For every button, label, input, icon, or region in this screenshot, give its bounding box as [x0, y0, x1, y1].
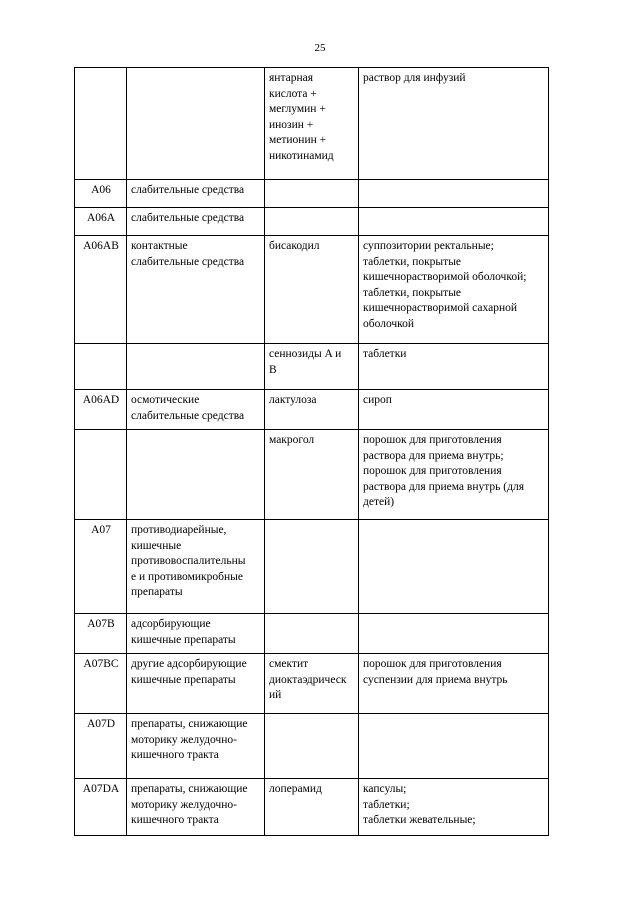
- table-body: [75, 68, 549, 836]
- dosage-form-cell: [359, 390, 549, 430]
- dosage-form-cell: [359, 180, 549, 208]
- atc-code-text: A06AD: [82, 394, 120, 406]
- table-row: [75, 208, 549, 236]
- atc-code-cell: [75, 180, 127, 208]
- dosage-form-line: таблетки, покрытые: [363, 255, 462, 268]
- drug-name-cell: [265, 430, 359, 520]
- pharmacological-group-line: моторику желудочно-: [131, 733, 237, 746]
- pharmacological-group-line: слабительные средства: [131, 409, 245, 422]
- pharmacological-group-line: кишечного тракта: [131, 749, 219, 761]
- atc-code-cell: [75, 654, 127, 714]
- table-row: [75, 68, 549, 180]
- atc-code-text: A06AB: [83, 240, 119, 252]
- pharmacological-group-line: другие адсорбирующие: [131, 658, 247, 670]
- table-row: [75, 714, 549, 779]
- atc-code-text: A07: [91, 524, 111, 536]
- dosage-form-cell: [359, 520, 549, 614]
- dosage-form-line: раствор для инфузий: [363, 72, 466, 84]
- pharmacological-group-line: препараты, снижающие: [131, 783, 248, 795]
- drug-name-line: бисакодил: [269, 240, 320, 252]
- atc-code-text: A07B: [87, 618, 115, 630]
- atc-code-text: A07DA: [82, 783, 120, 795]
- drug-name-line: сеннозиды A и: [269, 348, 342, 360]
- drug-name-cell: [265, 344, 359, 390]
- dosage-form-cell: [359, 344, 549, 390]
- pharmacological-group-line: осмотические: [131, 394, 200, 406]
- dosage-form-line: таблетки жевательные;: [363, 814, 476, 826]
- table-row: [75, 390, 549, 430]
- dosage-form-line: раствора для приема внутрь (для: [363, 480, 524, 493]
- drug-name-cell: [265, 180, 359, 208]
- drug-name-line: лактулоза: [269, 394, 317, 406]
- dosage-form-line: таблетки, покрытые: [363, 286, 462, 299]
- pharmacological-group-line: кишечного тракта: [131, 814, 219, 826]
- drug-name-cell: [265, 714, 359, 779]
- drug-name-line: ий: [269, 689, 282, 701]
- pharmacological-group-line: моторику желудочно-: [131, 798, 237, 811]
- atc-code-text: A07D: [86, 718, 116, 730]
- pharmacological-group-line: кишечные: [131, 539, 182, 552]
- pharmacological-group-cell: [127, 714, 265, 779]
- dosage-form-line: оболочкой: [363, 317, 415, 330]
- pharmacological-group-cell: [127, 208, 265, 236]
- atc-code-text: A07BC: [83, 658, 119, 670]
- drug-name-cell: [265, 779, 359, 836]
- drug-name-line: меглумин +: [269, 103, 326, 115]
- dosage-form-line: порошок для приготовления: [363, 658, 502, 670]
- drug-name-cell: [265, 68, 359, 180]
- drug-name-cell: [265, 614, 359, 654]
- pharmacological-group-line: слабительные средства: [131, 212, 245, 224]
- drug-name-line: смектит: [269, 658, 309, 670]
- pharmacological-group-line: кишечные препараты: [131, 633, 236, 646]
- dosage-form-line: кишечнорастворимой оболочкой;: [363, 271, 527, 283]
- atc-code-text: A06: [91, 184, 111, 196]
- pharmacological-group-cell: [127, 430, 265, 520]
- dosage-form-line: порошок для приготовления: [363, 465, 502, 477]
- atc-code-cell: [75, 714, 127, 779]
- dosage-form-line: суспензии для приема внутрь: [363, 673, 508, 686]
- pharmacological-group-line: кишечные препараты: [131, 673, 236, 686]
- drug-classification-table: [74, 67, 549, 836]
- pharmacological-group-line: препараты, снижающие: [131, 718, 248, 730]
- table-row: [75, 236, 549, 344]
- dosage-form-cell: [359, 714, 549, 779]
- dosage-form-line: кишечнорастворимой сахарной: [363, 302, 518, 314]
- pharmacological-group-cell: [127, 236, 265, 344]
- drug-name-line: B: [269, 363, 277, 376]
- pharmacological-group-cell: [127, 520, 265, 614]
- dosage-form-cell: [359, 614, 549, 654]
- atc-code-cell: [75, 779, 127, 836]
- pharmacological-group-cell: [127, 180, 265, 208]
- table-row: [75, 520, 549, 614]
- pharmacological-group-cell: [127, 654, 265, 714]
- dosage-form-cell: [359, 208, 549, 236]
- drug-name-cell: [265, 236, 359, 344]
- drug-name-line: инозин +: [269, 118, 314, 131]
- dosage-form-line: капсулы;: [363, 783, 407, 795]
- drug-name-line: лоперамид: [269, 783, 322, 795]
- pharmacological-group-line: е и противомикробные: [131, 570, 243, 583]
- pharmacological-group-line: противодиарейные,: [131, 524, 227, 536]
- atc-code-cell: [75, 236, 127, 344]
- dosage-form-line: суппозитории ректальные;: [363, 240, 494, 252]
- drug-name-line: макрогол: [269, 434, 315, 446]
- drug-name-cell: [265, 390, 359, 430]
- atc-code-cell: [75, 208, 127, 236]
- dosage-form-line: порошок для приготовления: [363, 434, 502, 446]
- dosage-form-cell: [359, 236, 549, 344]
- drug-name-cell: [265, 520, 359, 614]
- dosage-form-cell: [359, 430, 549, 520]
- pharmacological-group-cell: [127, 779, 265, 836]
- dosage-form-line: таблетки;: [363, 798, 410, 811]
- drug-name-line: диоктаэдрическ: [269, 673, 347, 686]
- dosage-form-line: детей): [363, 496, 395, 508]
- pharmacological-group-cell: [127, 390, 265, 430]
- table-row: [75, 779, 549, 836]
- atc-code-cell: [75, 390, 127, 430]
- pharmacological-group-line: слабительные средства: [131, 184, 245, 196]
- pharmacological-group-line: препараты: [131, 586, 183, 598]
- drug-name-line: метионин +: [269, 134, 327, 146]
- drug-name-line: никотинамид: [269, 149, 334, 162]
- drug-name-cell: [265, 208, 359, 236]
- table-row: [75, 430, 549, 520]
- atc-code-cell: [75, 430, 127, 520]
- pharmacological-group-line: противовоспалительны: [131, 555, 246, 567]
- table-row: [75, 344, 549, 390]
- dosage-form-line: таблетки: [363, 348, 407, 360]
- dosage-form-cell: [359, 654, 549, 714]
- atc-code-cell: [75, 68, 127, 180]
- table-row: [75, 614, 549, 654]
- drug-name-cell: [265, 654, 359, 714]
- pharmacological-group-cell: [127, 614, 265, 654]
- pharmacological-group-cell: [127, 68, 265, 180]
- page-number: 25: [314, 42, 326, 54]
- atc-code-cell: [75, 344, 127, 390]
- dosage-form-cell: [359, 68, 549, 180]
- table-row: [75, 654, 549, 714]
- drug-name-line: кислота +: [269, 87, 317, 100]
- atc-code-cell: [75, 614, 127, 654]
- drug-name-line: янтарная: [269, 72, 314, 84]
- pharmacological-group-line: контактные: [131, 240, 188, 252]
- table-row: [75, 180, 549, 208]
- pharmacological-group-line: адсорбирующие: [131, 618, 211, 630]
- atc-code-text: A06A: [86, 212, 116, 224]
- dosage-form-cell: [359, 779, 549, 836]
- atc-code-cell: [75, 520, 127, 614]
- pharmacological-group-line: слабительные средства: [131, 255, 245, 268]
- dosage-form-line: раствора для приема внутрь;: [363, 449, 504, 462]
- pharmacological-group-cell: [127, 344, 265, 390]
- dosage-form-line: сироп: [363, 394, 392, 406]
